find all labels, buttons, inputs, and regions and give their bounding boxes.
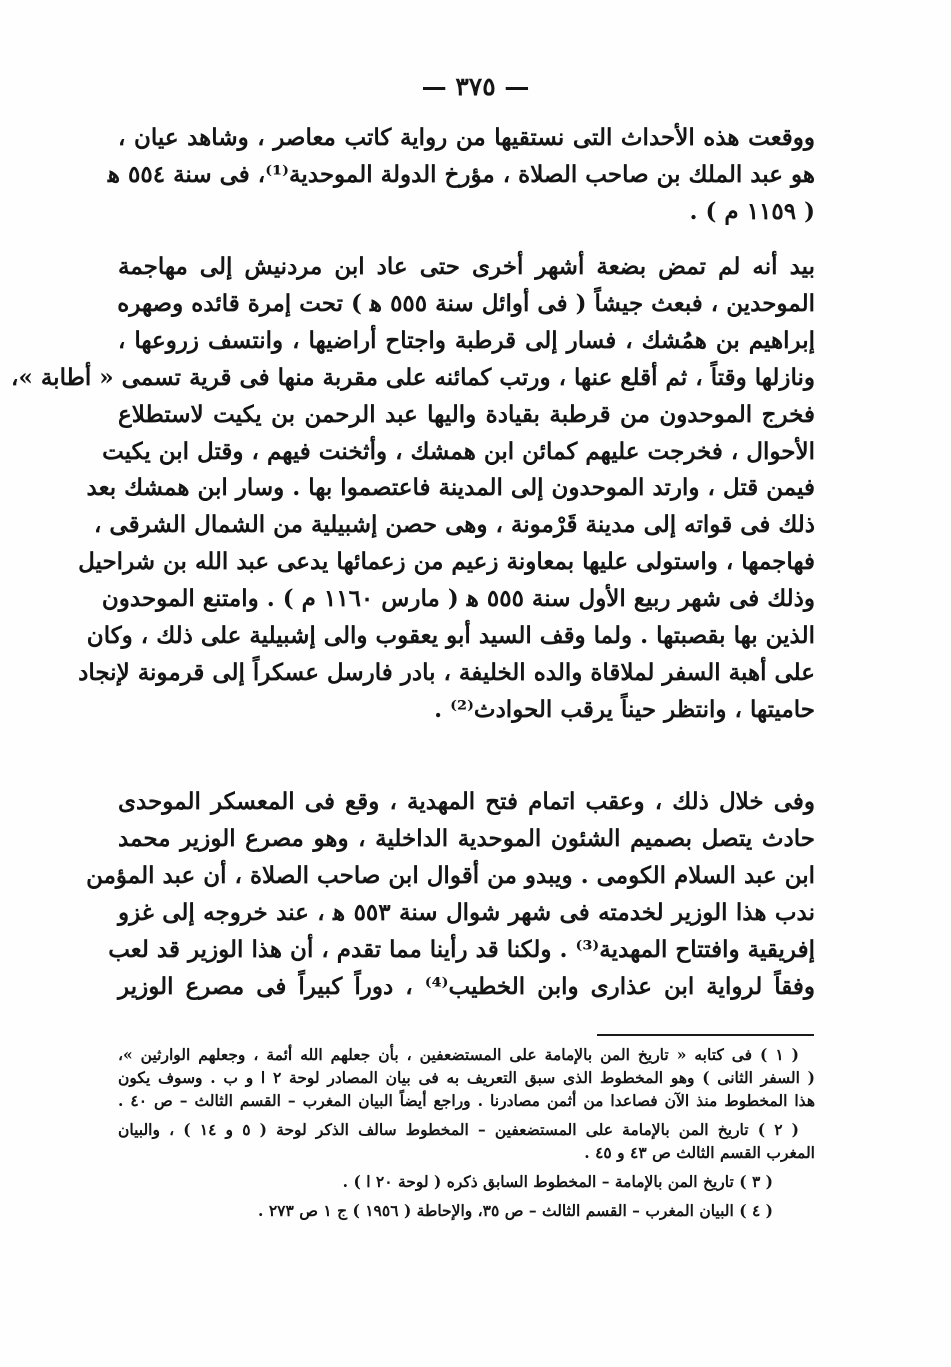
text-line: بيد أنه لم تمض بضعة أشهر أخرى حتى عاد ابن مردنيش إلى مهاجمة <box>118 253 815 280</box>
text-line: حاميتها ، وانتظر حيناً يرقب الحوادث⁽²⁾ . <box>434 695 815 723</box>
footnote-separator <box>597 1034 814 1036</box>
paragraph-3 <box>86 784 815 1005</box>
text-line: ندب هذا الوزير لخدمته فى شهر شوال سنة ٥٥٣ ﻫ ، عند خروجه إلى غزو <box>118 898 815 926</box>
text-line: ابن عبد السلام الكومى . ويبدو من أقوال ابن صاحب الصلاة ، أن عبد المؤمن <box>86 861 815 889</box>
paragraph-2 <box>11 249 815 729</box>
text-line: وفى خلال ذلك ، وعقب اتمام فتح المهدية ، وقع فى المعسكر الموحدى <box>118 788 815 815</box>
text-line: هو عبد الملك بن صاحب الصلاة ، مؤرخ الدولة الموحدية⁽¹⁾، فى سنة ٥٥٤ ﻫ <box>107 160 815 188</box>
page-number: — ٣٧٥ — <box>421 72 530 101</box>
text-line: ( ١١٥٩ م ) . <box>689 197 815 225</box>
text-line: ذلك فى قواته إلى مدينة قَرْمونة ، وهى حصن إشبيلية من الشمال الشرقى ، <box>93 511 815 539</box>
text-line: الذين بها بقصبتها . ولما وقف السيد أبو يعقوب والى إشبيلية على ذلك ، وكان <box>86 622 815 650</box>
text-line: ووقعت هذه الأحداث التى نستقيها من رواية كاتب معاصر ، وشاهد عيان ، <box>118 124 815 151</box>
text-line: إفريقية وافتتاح المهدية⁽³⁾ . ولكنا قد رأينا مما تقدم ، أن هذا الوزير قد لعب <box>108 935 815 963</box>
text-line: فيمن قتل ، وارتد الموحدون إلى المدينة فاعتصموا بها . وسار ابن همشك بعد <box>86 474 815 502</box>
text-line: وفقاً لرواية ابن عذارى وابن الخطيب⁽⁴⁾ ، دوراً كبيراً فى مصرع الوزير <box>118 972 815 1000</box>
footnote-4-line: ( ٤ ) البيان المغرب – القسم الثالث – ص ٣٥، والإحاطة ( ١٩٥٦ ) ج ١ ص ٢٧٣ . <box>258 1201 773 1220</box>
text-line: وذلك فى شهر ربيع الأول سنة ٥٥٥ ﻫ ( مارس ١١٦٠ م ) . وامتنع الموحدون <box>101 585 815 613</box>
text-line: إبراهيم بن همُشك ، فسار إلى قرطبة واجتاح أراضيها ، وانتسف زروعها ، <box>118 326 815 354</box>
footnotes <box>118 1043 815 1222</box>
footnote-1-line: ( السفر الثانى ) وهو المخطوط الذى سبق التعريف به فى بيان المصادر لوحة ٢ ا و ب . وسوف يكون <box>118 1068 815 1087</box>
footnote-3-line: ( ٣ ) تاريخ المن بالإمامة – المخطوط السابق ذكره ( لوحة ٢٠ ا ) . <box>342 1172 773 1191</box>
text-line: الأحوال ، فخرجت عليهم كمائن ابن همشك ، وأثخنت فيهم ، وقتل ابن يكيت <box>102 437 815 465</box>
text-line: الموحدين ، فبعث جيشاً ( فى أوائل سنة ٥٥٥ ﻫ ) تحت إمرة قائده وصهره <box>117 289 815 317</box>
text-line: حادث يتصل بصميم الشئون الموحدية الداخلية ، وهو مصرع الوزير محمد <box>118 824 815 852</box>
text-line: على أهبة السفر لملاقاة والده الخليفة ، بادر فارسل عسكراً إلى قرمونة لإنجاد <box>78 658 815 686</box>
text-line: فخرج الموحدون من قرطبة بقيادة واليها عبد الرحمن بن يكيت لاستطلاع <box>118 400 815 428</box>
text-line: فهاجمها ، واستولى عليها بمعاونة زعيم من زعمائها يدعى عبد الله بن شراحيل <box>78 548 815 576</box>
text-line: ونازلها وقتاً ، ثم أقلع عنها ، ورتب كمائنه على مقربة منها فى قرية تسمى « أطابة »، <box>11 363 815 391</box>
paragraph-1 <box>107 120 815 231</box>
footnote-2-line: ( ٢ ) تاريخ المن بالإمامة على المستضعفين – المخطوط سالف الذكر لوحة ( ٥ و ١٤ ) ، والبيان <box>118 1120 800 1139</box>
footnote-1-line: ( ١ ) فى كتابه « تاريخ المن بالإمامة على المستضعفين ، بأن جعلهم الله أئمة ، وجعلهم الوارثين »، <box>118 1045 799 1064</box>
footnote-2-line: المغرب القسم الثالث ص ٤٣ و ٤٥ . <box>584 1143 815 1162</box>
footnote-1-line: هذا المخطوط منذ الآن فصاعدا من أثمن مصادرنا . وراجع أيضاً البيان المغرب – القسم الثالث – ص ٤٠ . <box>118 1091 815 1110</box>
